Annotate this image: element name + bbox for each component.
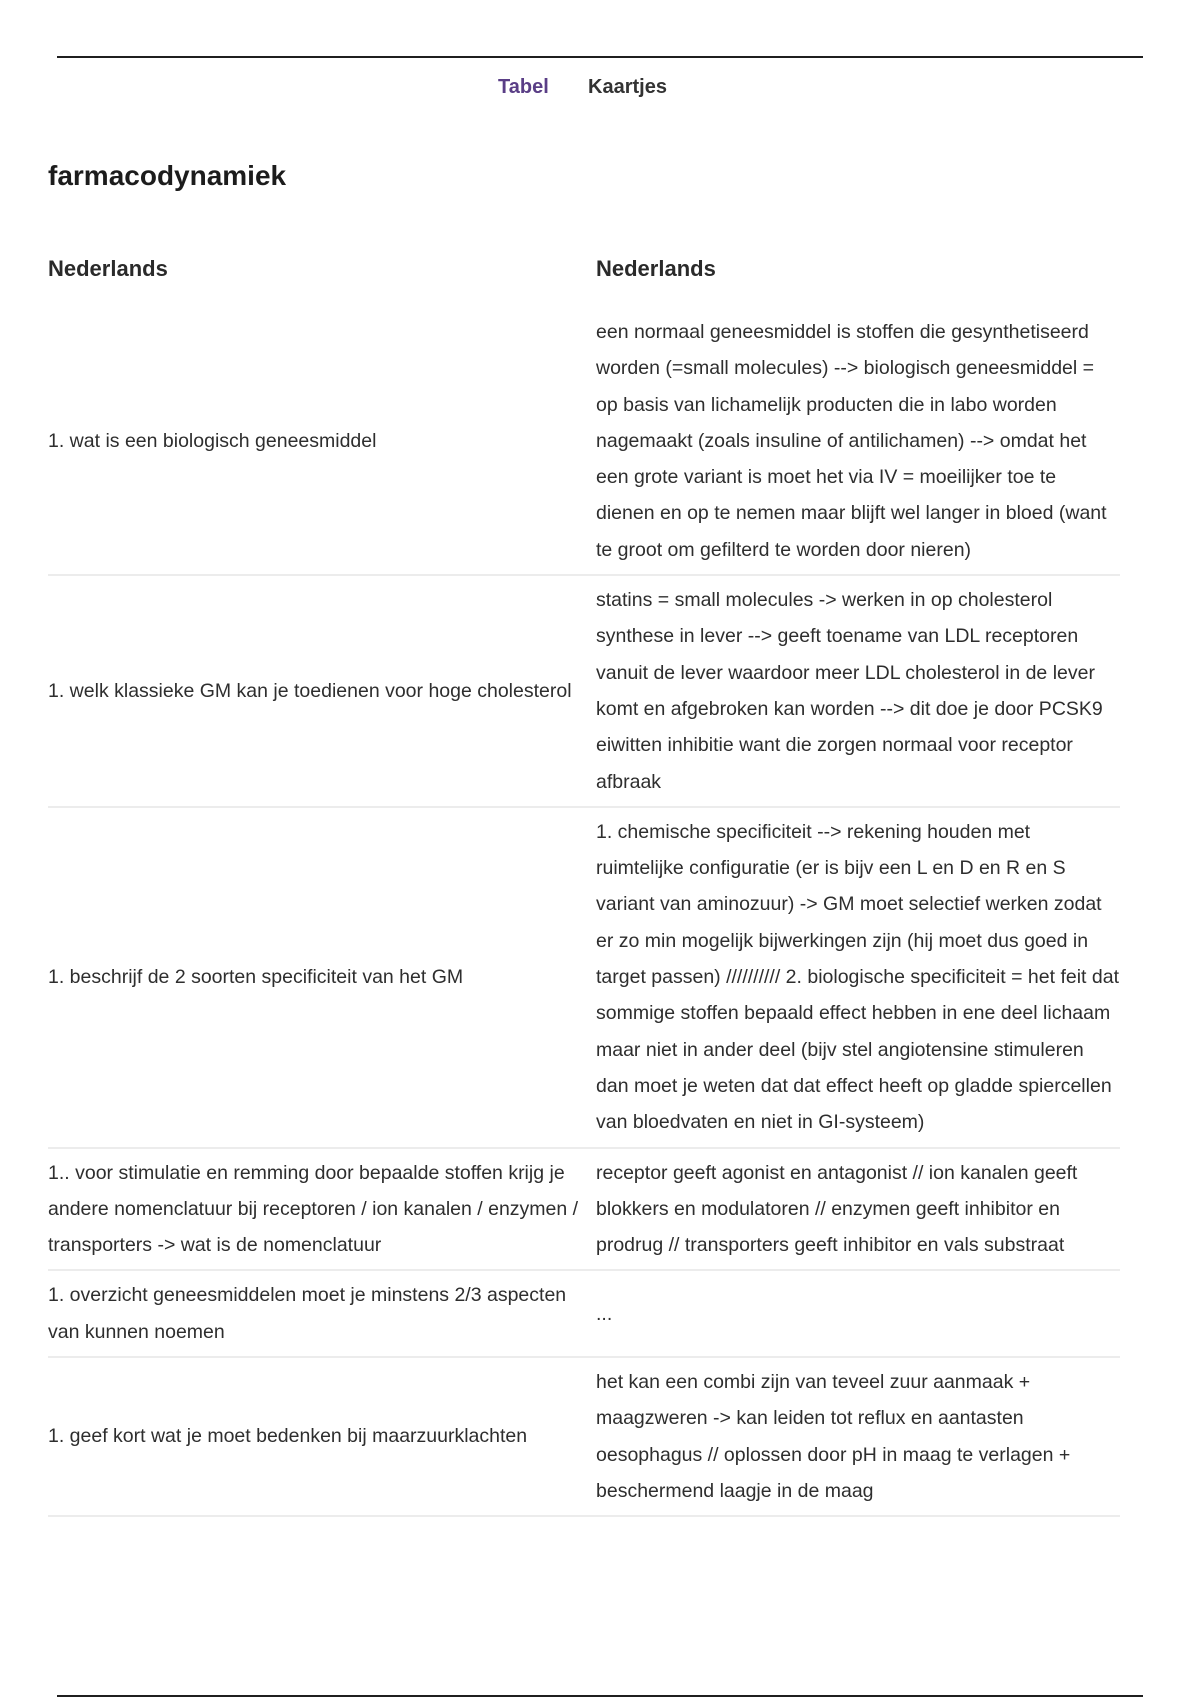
table-row xyxy=(48,1271,1120,1358)
flashcard-table xyxy=(48,256,1120,1517)
definition-cell: het kan een combi zijn van teveel zuur aanmaak + maagzweren -> kan leiden tot reflux en aantasten oesophagus // oplossen door pH in maag te verlagen + beschermend laagje in de maag xyxy=(596,1371,1071,1502)
view-tabs xyxy=(0,76,1200,106)
column-header-term: Nederlands xyxy=(48,256,168,281)
top-divider xyxy=(57,56,1143,58)
definition-cell: 1. chemische specificiteit --> rekening houden met ruimtelijke configuratie (er is bijv een L en D en R en S variant van aminozuur) -> GM moet selectief werken zodat er zo min mogelijk bijwerkingen zijn (hij moet dus goed in target passen) ////////// 2. biologische specificiteit = het feit dat sommige stoffen bepaald effect hebben in ene deel lichaam maar niet in ander deel (bijv stel angiotensine stimuleren dan moet je weten dat dat effect heeft op gladde spiercellen van bloedvaten en niet in GI-systeem) xyxy=(596,820,1119,1134)
term-cell: 1. wat is een biologisch geneesmiddel xyxy=(48,429,377,452)
table-row xyxy=(48,576,1120,808)
definition-cell: receptor geeft agonist en antagonist // ion kanalen geeft blokkers en modulatoren // enzymen geeft inhibitor en prodrug // transporters geeft inhibitor en vals substraat xyxy=(596,1161,1078,1257)
term-cell: 1. geef kort wat je moet bedenken bij maarzuurklachten xyxy=(48,1425,528,1448)
term-cell: 1.. voor stimulatie en remming door bepaalde stoffen krijg je andere nomenclatuur bij receptoren / ion kanalen / enzymen / transporters -> wat is de nomenclatuur xyxy=(48,1161,579,1257)
table-row xyxy=(48,808,1120,1149)
table-row xyxy=(48,308,1120,576)
term-cell: 1. overzicht geneesmiddelen moet je minstens 2/3 aspecten van kunnen noemen xyxy=(48,1284,567,1343)
tab-cards[interactable]: Kaartjes xyxy=(588,76,667,98)
table-header xyxy=(48,256,1120,308)
term-cell: 1. beschrijf de 2 soorten specificiteit van het GM xyxy=(48,966,464,989)
bottom-divider xyxy=(57,1695,1143,1697)
table-row xyxy=(48,1149,1120,1272)
definition-cell: een normaal geneesmiddel is stoffen die gesynthetiseerd worden (=small molecules) --> biologisch geneesmiddel = op basis van lichamelijk producten die in labo worden nagemaakt (zoals insuline of antilichamen) --> omdat het een grote variant is moet het via IV = moeilijker toe te dienen en op te nemen maar blijft wel langer in bloed (want te groot om gefilterd te worden door nieren) xyxy=(596,321,1107,561)
column-header-definition: Nederlands xyxy=(596,256,716,281)
tab-table[interactable]: Tabel xyxy=(498,76,549,98)
page-title: farmacodynamiek xyxy=(48,160,287,191)
term-cell: 1. welk klassieke GM kan je toedienen voor hoge cholesterol xyxy=(48,679,572,702)
definition-cell: statins = small molecules -> werken in op cholesterol synthese in lever --> geeft toename van LDL receptoren vanuit de lever waardoor meer LDL cholesterol in de lever komt en afgebroken kan worden --> dit doe je door PCSK9 eiwitten inhibitie want die zorgen normaal voor receptor afbraak xyxy=(596,589,1103,793)
definition-cell: ... xyxy=(596,1302,613,1325)
table-row xyxy=(48,1358,1120,1517)
